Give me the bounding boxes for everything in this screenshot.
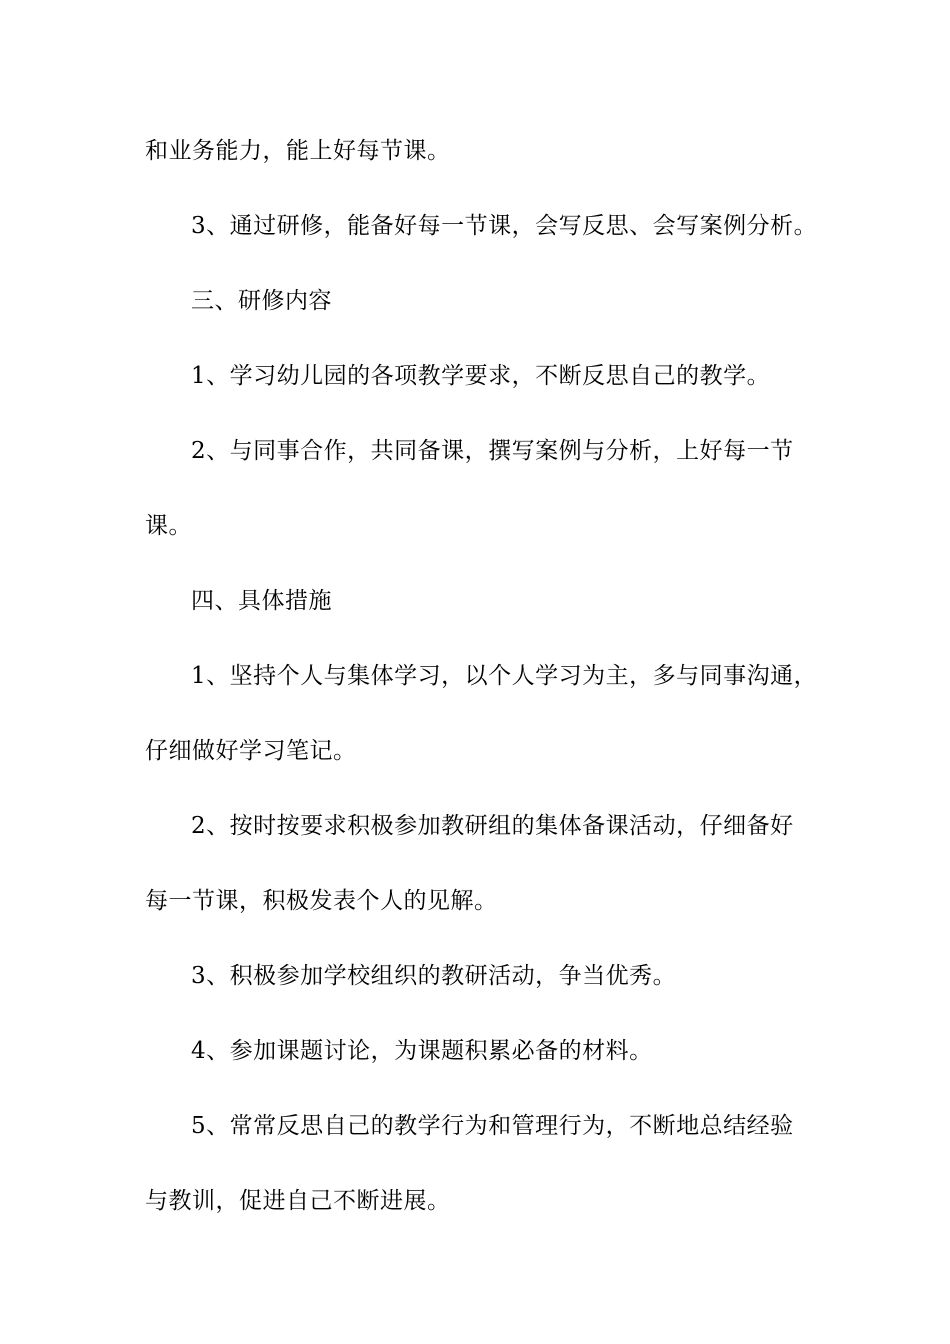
text-line: 3、通过研修，能备好每一节课，会写反思、会写案例分析。 <box>191 213 818 239</box>
section-heading: 四、具体措施 <box>191 588 332 614</box>
text-line: 4、参加课题讨论，为课题积累必备的材料。 <box>191 1038 653 1064</box>
section-heading: 三、研修内容 <box>191 288 332 314</box>
text-line: 仔细做好学习笔记。 <box>145 738 357 764</box>
text-line: 1、坚持个人与集体学习，以个人学习为主，多与同事沟通， <box>191 663 818 689</box>
text-line: 2、按时按要求积极参加教研组的集体备课活动，仔细备好 <box>191 813 794 839</box>
text-line: 和业务能力，能上好每节课。 <box>145 138 451 164</box>
text-line: 5、常常反思自己的教学行为和管理行为，不断地总结经验 <box>191 1113 794 1139</box>
text-line: 3、积极参加学校组织的教研活动，争当优秀。 <box>191 963 677 989</box>
text-line: 与教训，促进自己不断进展。 <box>145 1188 451 1214</box>
text-line: 每一节课，积极发表个人的见解。 <box>145 888 498 914</box>
text-line: 1、学习幼儿园的各项教学要求，不断反思自己的教学。 <box>191 363 771 389</box>
text-line: 2、与同事合作，共同备课，撰写案例与分析，上好每一节 <box>191 438 794 464</box>
document-body <box>145 128 818 1253</box>
text-line: 课。 <box>145 513 192 539</box>
